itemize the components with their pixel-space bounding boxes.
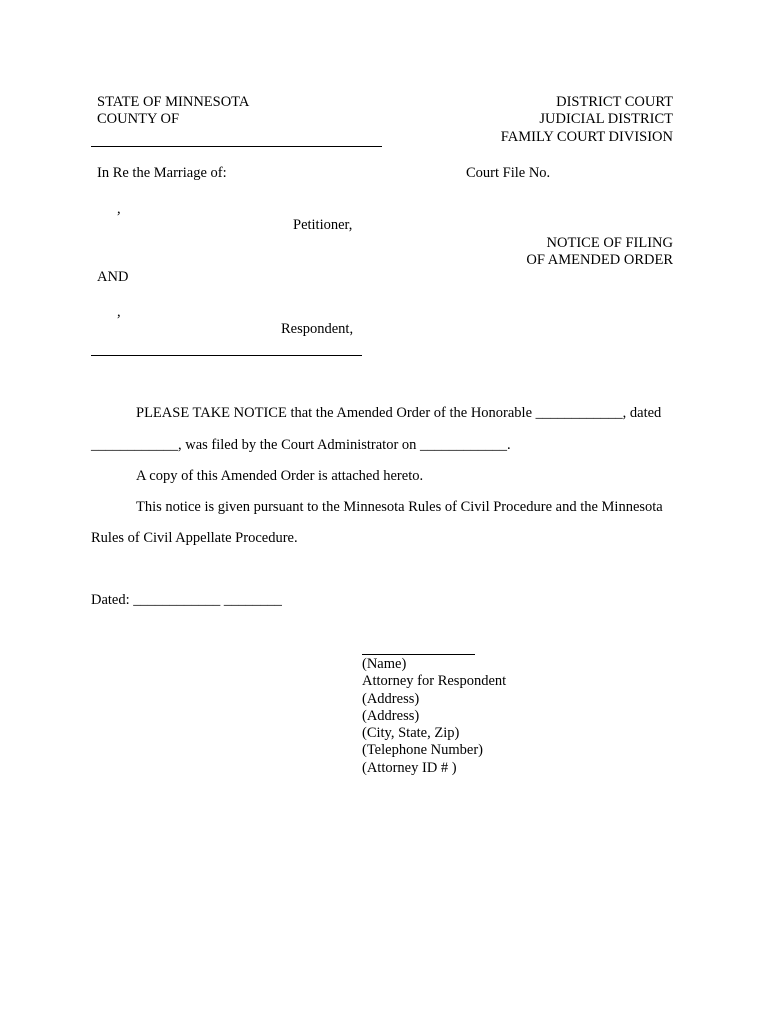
petitioner-name-comma: ,	[117, 201, 121, 217]
attorney-address-2: (Address)	[362, 707, 420, 724]
respondent-name-comma: ,	[117, 304, 121, 320]
in-re-label: In Re the Marriage of:	[97, 165, 227, 181]
dated-line: Dated: ____________ ________	[91, 592, 282, 608]
document-title-line2: OF AMENDED ORDER	[526, 252, 673, 268]
caption-underline	[91, 355, 362, 356]
state-label: STATE OF MINNESOTA	[97, 94, 250, 110]
attorney-name: (Name)	[362, 656, 407, 672]
signature-line	[362, 654, 475, 655]
district-label: JUDICIAL DISTRICT	[539, 111, 673, 127]
court-label: DISTRICT COURT	[556, 94, 673, 110]
respondent-label: Respondent,	[281, 321, 354, 337]
attorney-id: (Attorney ID # )	[362, 759, 457, 776]
petitioner-label: Petitioner,	[293, 217, 353, 233]
attorney-address-1: (Address)	[362, 690, 420, 707]
county-label: COUNTY OF	[97, 111, 180, 127]
division-label: FAMILY COURT DIVISION	[500, 129, 673, 145]
notice-paragraph-line1: PLEASE TAKE NOTICE that the Amended Order of the Honorable ____________, dated	[136, 405, 662, 421]
attorney-city-state-zip: (City, State, Zip)	[362, 725, 460, 742]
attorney-role: Attorney for Respondent	[362, 673, 507, 690]
attorney-telephone: (Telephone Number)	[362, 742, 483, 759]
rules-paragraph-line2: Rules of Civil Appellate Procedure.	[91, 530, 298, 546]
copy-attached-paragraph: A copy of this Amended Order is attached hereto.	[136, 468, 424, 484]
rules-paragraph-line1: This notice is given pursuant to the Minnesota Rules of Civil Procedure and the Minnesota	[136, 499, 663, 515]
document-title-line1: NOTICE OF FILING	[546, 235, 673, 251]
county-underline	[91, 146, 382, 147]
signature-block	[362, 656, 506, 777]
notice-paragraph-line2: ____________, was filed by the Court Administrator on ____________.	[91, 437, 511, 453]
and-label: AND	[97, 269, 129, 285]
court-file-label: Court File No.	[466, 165, 551, 181]
